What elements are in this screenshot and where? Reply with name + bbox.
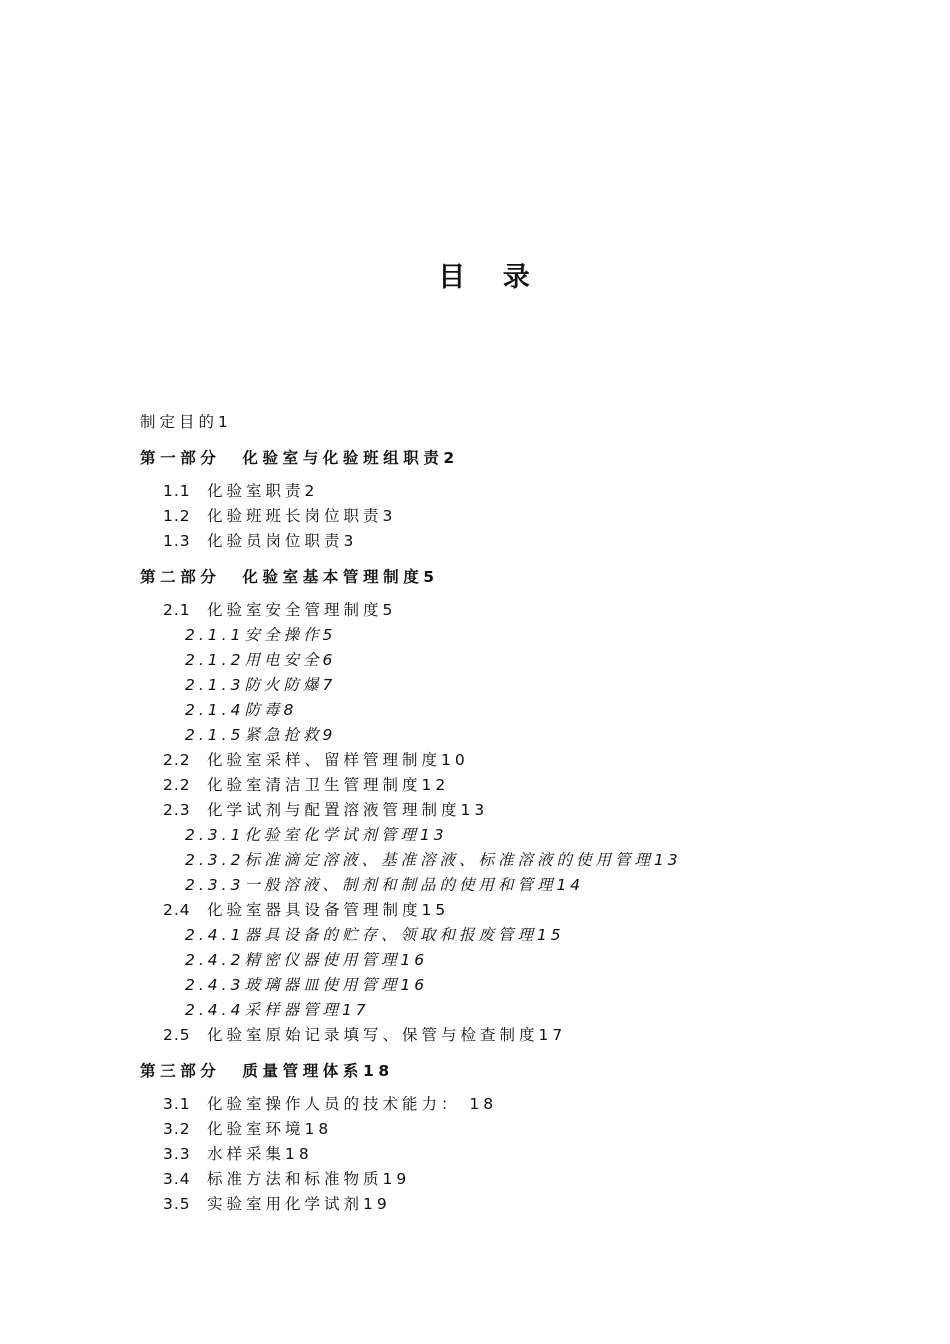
toc-part-3[interactable] (140, 1058, 900, 1084)
toc-entry-intro[interactable]: 制定目的1 (140, 413, 232, 431)
toc-entry-2-3-3[interactable]: 2.3.3一般溶液、制剂和制品的使用和管理14 (185, 876, 585, 894)
toc-entry-2-2-sampling[interactable] (140, 748, 900, 773)
toc-entry-2-4-3[interactable]: 2.4.3玻璃器皿使用管理16 (185, 976, 429, 994)
toc-entry-1-2[interactable] (140, 504, 900, 529)
entry-text: 化学试剂与配置溶液管理制度13 (207, 801, 489, 819)
entry-number: 1.2 (163, 507, 191, 525)
part-title: 质量管理体系18 (242, 1062, 394, 1080)
entry-number: 2.1 (163, 601, 191, 619)
toc-entry-2-1-4[interactable]: 2.1.4防毒8 (185, 701, 298, 719)
toc-entry-2-1-2[interactable]: 2.1.2用电安全6 (185, 651, 337, 669)
toc-entry-2-1[interactable] (140, 598, 900, 623)
toc-entry-2-3[interactable] (140, 798, 900, 823)
toc-part-2[interactable] (140, 564, 900, 590)
toc-entry-2-4-2[interactable]: 2.4.2精密仪器使用管理16 (185, 951, 429, 969)
entry-number: 3.4 (163, 1170, 191, 1188)
entry-number: 3.2 (163, 1120, 191, 1138)
entry-number: 3.1 (163, 1095, 191, 1113)
toc-entry-2-1-3[interactable]: 2.1.3防火防爆7 (185, 676, 337, 694)
entry-number: 3.5 (163, 1195, 191, 1213)
entry-text: 化验室清洁卫生管理制度12 (207, 776, 450, 794)
toc-entry-3-1[interactable] (140, 1092, 900, 1117)
toc-entry-2-5[interactable] (140, 1023, 900, 1048)
part-title: 化验室基本管理制度5 (242, 568, 439, 586)
entry-number: 2.3 (163, 801, 191, 819)
entry-text: 化验室安全管理制度5 (207, 601, 397, 619)
part-title: 化验室与化验班组职责2 (242, 449, 459, 467)
part-label: 第三部分 (140, 1062, 221, 1080)
entry-text: 化验室原始记录填写、保管与检查制度17 (207, 1026, 567, 1044)
entry-text: 化验室器具设备管理制度15 (207, 901, 450, 919)
toc-entry-3-5[interactable] (140, 1192, 900, 1217)
entry-text: 化验班班长岗位职责3 (207, 507, 397, 525)
entry-number: 2.4 (163, 901, 191, 919)
entry-number: 1.3 (163, 532, 191, 550)
part-label: 第一部分 (140, 449, 221, 467)
toc-entry-2-4[interactable] (140, 898, 900, 923)
entry-number: 1.1 (163, 482, 191, 500)
toc-entry-1-1[interactable] (140, 479, 900, 504)
toc-entry-2-4-4[interactable]: 2.4.4采样器管理17 (185, 1001, 370, 1019)
toc-entry-3-2[interactable] (140, 1117, 900, 1142)
entry-text: 化验室职责2 (207, 482, 319, 500)
table-of-contents (140, 410, 900, 1217)
toc-entry-3-4[interactable] (140, 1167, 900, 1192)
toc-entry-1-3[interactable] (140, 529, 900, 554)
entry-text: 标准方法和标准物质19 (207, 1170, 411, 1188)
entry-text: 化验室采样、留样管理制度10 (207, 751, 469, 769)
toc-entry-2-1-1[interactable]: 2.1.1安全操作5 (185, 626, 337, 644)
entry-text: 化验室环境18 (207, 1120, 333, 1138)
toc-entry-3-3[interactable] (140, 1142, 900, 1167)
entry-number: 2.5 (163, 1026, 191, 1044)
entry-text: 化验员岗位职责3 (207, 532, 358, 550)
entry-text: 水样采集18 (207, 1145, 313, 1163)
entry-number: 2.2 (163, 776, 191, 794)
entry-text: 化验室操作人员的技术能力： 18 (207, 1095, 498, 1113)
toc-entry-2-4-1[interactable]: 2.4.1器具设备的贮存、领取和报废管理15 (185, 926, 565, 944)
toc-entry-2-3-2[interactable]: 2.3.2标准滴定溶液、基准溶液、标准溶液的使用管理13 (185, 851, 682, 869)
toc-entry-2-3-1[interactable]: 2.3.1化验室化学试剂管理13 (185, 826, 448, 844)
page-title: 目 录 (438, 262, 544, 293)
toc-part-1[interactable] (140, 445, 900, 471)
entry-number: 2.2 (163, 751, 191, 769)
part-label: 第二部分 (140, 568, 221, 586)
toc-entry-2-1-5[interactable]: 2.1.5紧急抢救9 (185, 726, 337, 744)
entry-number: 3.3 (163, 1145, 191, 1163)
entry-text: 实验室用化学试剂19 (207, 1195, 391, 1213)
toc-entry-2-2-cleaning[interactable] (140, 773, 900, 798)
